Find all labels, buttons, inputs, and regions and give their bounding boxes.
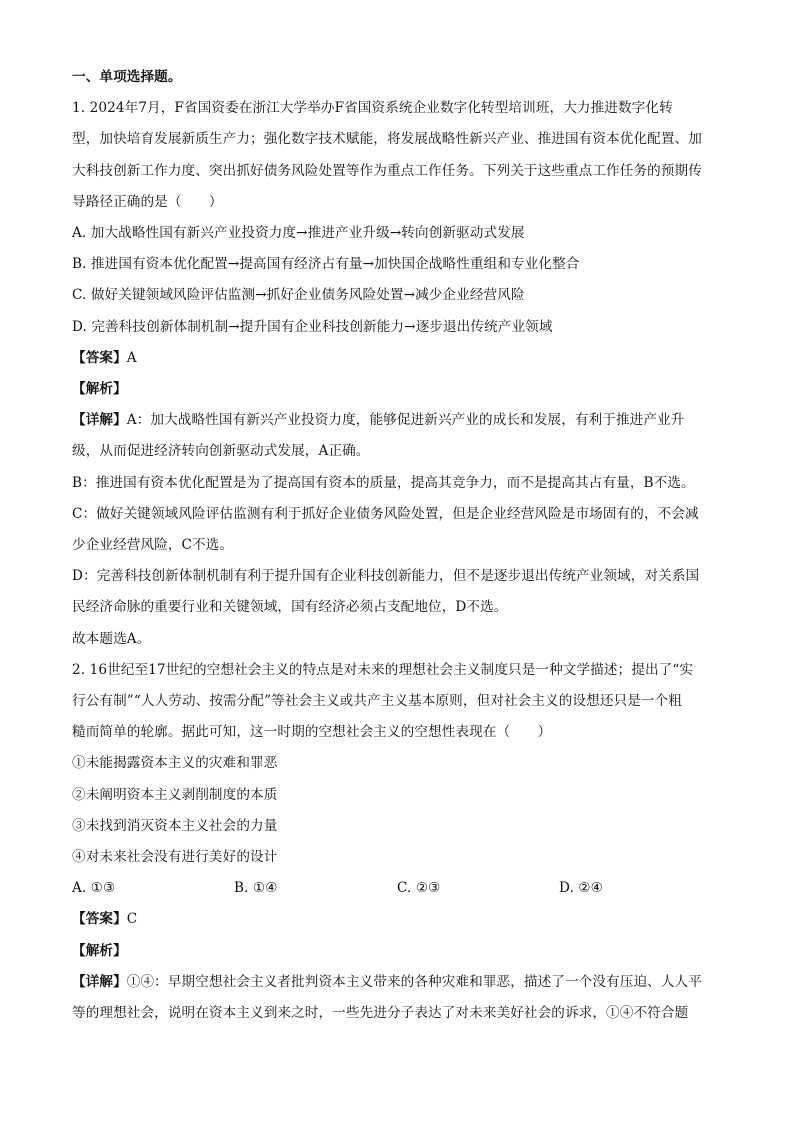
q2-detail-line: 等的理想社会，说明在资本主义到来之时，一些先进分子表达了对未来美好社会的诉求，①④不符合题: [72, 1005, 689, 1022]
detail-text: A：加大战略性国有新兴产业投资力度，能够促进新兴产业的成长和发展，有利于推进产业升: [126, 412, 685, 429]
q2-option-a: A. ①③: [72, 880, 116, 897]
q2-stem-line: 糙而简单的轮廓。据此可知，这一时期的空想社会主义的空想性表现在（ ）: [72, 724, 552, 741]
section-title: 一、单项选择题。: [72, 69, 182, 85]
q2-stem-line: 2. 16世纪至17世纪的空想社会主义的特点是对未来的理想社会主义制度只是一种文学描述；提出了“实: [72, 661, 694, 678]
q1-detail-line: C：做好关键领域风险评估监测有利于抓好企业债务风险处置，但是企业经营风险是市场固有的，不会减: [72, 505, 699, 522]
q2-statement-2: ②未阐明资本主义剥削制度的本质: [72, 786, 278, 803]
q2-statement-4: ④对未来社会没有进行美好的设计: [72, 849, 278, 866]
q2-statement-1: ①未能揭露资本主义的灾难和罪恶: [72, 755, 278, 772]
detail-label: 【详解】: [72, 412, 127, 429]
q2-option-b: B. ①④: [234, 880, 278, 897]
q1-stem-line: 型，加快培育发展新质生产力；强化数字技术赋能，将发展战略性新兴产业、推进国有资本优化配置、加: [72, 131, 702, 148]
q2-analysis-label: 【解析】: [72, 942, 127, 959]
q2-detail-line: [72, 967, 722, 998]
q1-stem-line: 1. 2024年7月，F省国资委在浙江大学举办F省国资系统企业数字化转型培训班，大力推进数字化转: [72, 100, 673, 117]
answer-value: C: [126, 911, 138, 928]
q1-detail-line: 少企业经营风险，C不选。: [72, 537, 234, 554]
q2-statement-3: ③未找到消灭资本主义社会的力量: [72, 817, 278, 834]
q1-conclusion: 故本题选A。: [72, 630, 151, 647]
q2-option-c: C. ②③: [397, 880, 441, 897]
document-page: [72, 62, 722, 1029]
q1-option-a: A. 加大战略性国有新兴产业投资力度→推进产业升级→转向创新驱动式发展: [72, 225, 525, 242]
q1-stem-line: 大科技创新工作力度、突出抓好债务风险处置等作为重点工作任务。下列关于这些重点工作任务的预期传: [72, 162, 702, 179]
answer-label: 【答案】: [72, 911, 127, 928]
q1-detail-line: B：推进国有资本优化配置是为了提高国有资本的质量，提高其竞争力，而不是提高其占有量，B不选。: [72, 474, 695, 491]
q1-answer: [72, 343, 722, 374]
q1-option-b: B. 推进国有资本优化配置→提高国有经济占有量→加快国企战略性重组和专业化整合: [72, 256, 580, 273]
answer-label: 【答案】: [72, 349, 127, 366]
q1-option-c: C. 做好关键领域风险评估监测→抓好企业债务风险处置→减少企业经营风险: [72, 287, 525, 304]
answer-value: A: [126, 349, 137, 366]
q1-detail-line: 民经济命脉的重要行业和关键领域，国有经济必须占支配地位，D不选。: [72, 599, 508, 616]
q1-analysis-label: 【解析】: [72, 381, 127, 398]
q2-answer: [72, 904, 722, 935]
q1-detail-line: D：完善科技创新体制机制有利于提升国有企业科技创新能力，但不是逐步退出传统产业领域，对关系国: [72, 568, 700, 585]
q2-stem-line: 行公有制”“人人劳动、按需分配”等社会主义或共产主义基本原则，但对社会主义的设想还只是一个粗: [72, 693, 682, 710]
q2-option-d: D. ②④: [559, 880, 603, 897]
q1-option-d: D. 完善科技创新体制机制→提升国有企业科技创新能力→逐步退出传统产业领域: [72, 318, 553, 335]
detail-text: ①④：早期空想社会主义者批判资本主义带来的各种灾难和罪恶，描述了一个没有压迫、人人平: [126, 973, 702, 990]
q2-options-row: [72, 873, 722, 904]
q1-detail-line: [72, 405, 722, 436]
q1-stem-line: 导路径正确的是（ ）: [72, 193, 223, 210]
detail-label: 【详解】: [72, 973, 127, 990]
q1-detail-line: 级，从而促进经济转向创新驱动式发展，A正确。: [72, 443, 370, 460]
